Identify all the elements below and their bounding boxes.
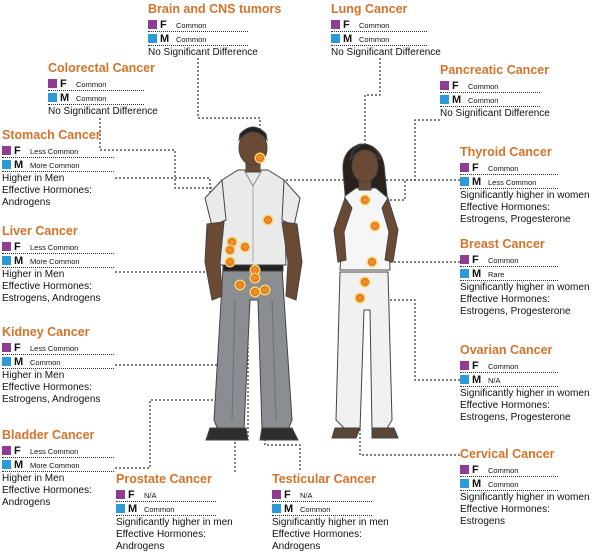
dotted-underline bbox=[2, 253, 114, 254]
sex-letter: M bbox=[472, 374, 482, 386]
detail-line: Higher in Men bbox=[2, 473, 65, 484]
dotted-underline bbox=[116, 515, 216, 516]
detail-line: Androgens bbox=[116, 541, 165, 553]
female-row bbox=[2, 145, 114, 157]
dotted-underline bbox=[2, 267, 114, 268]
cancer-title: Lung Cancer bbox=[331, 2, 408, 16]
male-swatch bbox=[460, 269, 469, 278]
frequency-label: Less Common bbox=[30, 447, 79, 456]
dotted-underline bbox=[48, 104, 144, 105]
male-swatch bbox=[2, 357, 11, 366]
detail-line: Significantly higher in men bbox=[116, 517, 233, 528]
detail-line: Estrogens, Progesterone bbox=[460, 214, 571, 226]
male-row bbox=[460, 478, 558, 490]
sex-letter: M bbox=[343, 33, 353, 45]
male-row bbox=[116, 503, 216, 515]
cancer-block-pancreatic bbox=[440, 63, 550, 120]
frequency-label: Less Common bbox=[30, 344, 79, 353]
female-row bbox=[440, 80, 540, 92]
frequency-label: N/A bbox=[300, 491, 313, 500]
frequency-label: Common bbox=[76, 80, 107, 89]
detail-line: Estrogens bbox=[460, 516, 506, 528]
frequency-label: Common bbox=[468, 82, 499, 91]
female-swatch bbox=[2, 446, 11, 455]
detail-line: Effective Hormones: bbox=[2, 485, 92, 497]
dotted-underline bbox=[440, 106, 540, 107]
sex-letter: M bbox=[160, 33, 170, 45]
cancer-title: Prostate Cancer bbox=[116, 472, 212, 486]
sex-letter: F bbox=[472, 162, 479, 174]
male-row bbox=[460, 176, 558, 188]
male-row bbox=[2, 459, 114, 471]
cancer-title: Thyroid Cancer bbox=[460, 145, 552, 159]
frequency-label: Common bbox=[359, 21, 390, 30]
sex-letter: F bbox=[472, 464, 479, 476]
female-swatch bbox=[2, 146, 11, 155]
detail-line: Effective Hormones: bbox=[2, 185, 92, 197]
sex-letter: M bbox=[284, 503, 294, 515]
female-swatch bbox=[460, 255, 469, 264]
detail-line: Estrogens, Androgens bbox=[2, 293, 101, 305]
female-row bbox=[460, 162, 558, 174]
dotted-underline bbox=[272, 515, 372, 516]
organ-marker bbox=[235, 280, 246, 291]
male-row bbox=[440, 94, 540, 106]
dotted-underline bbox=[2, 471, 114, 472]
cancer-block-stomach bbox=[2, 128, 114, 210]
frequency-label: Common bbox=[488, 256, 519, 265]
organ-marker bbox=[355, 293, 366, 304]
sex-letter: M bbox=[14, 255, 24, 267]
frequency-label: Common bbox=[488, 362, 519, 371]
sex-letter: M bbox=[14, 459, 24, 471]
organ-marker bbox=[240, 242, 251, 253]
organ-marker bbox=[225, 257, 236, 268]
female-row bbox=[116, 489, 216, 501]
female-swatch bbox=[148, 20, 157, 29]
organ-marker bbox=[367, 257, 378, 268]
sex-letter: M bbox=[452, 94, 462, 106]
detail-line: Significantly higher in women bbox=[460, 190, 590, 201]
cancer-title: Liver Cancer bbox=[2, 224, 78, 238]
frequency-label: Common bbox=[76, 94, 107, 103]
detail-line: Estrogens, Progesterone bbox=[460, 412, 571, 424]
female-swatch bbox=[440, 81, 449, 90]
frequency-label: More Common bbox=[30, 161, 80, 170]
frequency-label: Common bbox=[144, 505, 175, 514]
detail-line: Higher in Men bbox=[2, 173, 65, 184]
detail-line: Effective Hormones: bbox=[460, 202, 550, 214]
organ-marker bbox=[370, 221, 381, 232]
detail-line: Androgens bbox=[2, 497, 51, 509]
detail-line: Effective Hormones: bbox=[2, 382, 92, 394]
female-swatch bbox=[460, 465, 469, 474]
male-swatch bbox=[460, 375, 469, 384]
frequency-label: More Common bbox=[30, 257, 80, 266]
female-row bbox=[2, 342, 114, 354]
dotted-underline bbox=[2, 354, 114, 355]
frequency-label: Common bbox=[488, 480, 519, 489]
cancer-block-colorectal bbox=[48, 61, 158, 118]
sex-letter: F bbox=[160, 19, 167, 31]
cancer-title: Colorectal Cancer bbox=[48, 61, 155, 75]
frequency-label: Common bbox=[468, 96, 499, 105]
cancer-block-thyroid bbox=[460, 145, 590, 227]
detail-line: Higher in Men bbox=[2, 269, 65, 280]
frequency-label: Common bbox=[488, 164, 519, 173]
detail-line: Significantly higher in women bbox=[460, 492, 590, 503]
sex-letter: F bbox=[14, 145, 21, 157]
sex-letter: M bbox=[472, 176, 482, 188]
dotted-underline bbox=[460, 490, 558, 491]
dotted-underline bbox=[116, 501, 216, 502]
cancer-title: Ovarian Cancer bbox=[460, 343, 553, 357]
cancer-block-kidney bbox=[2, 325, 114, 407]
male-swatch bbox=[272, 504, 281, 513]
cancer-title: Cervical Cancer bbox=[460, 447, 555, 461]
sex-letter: M bbox=[472, 478, 482, 490]
detail-line: Estrogens, Progesterone bbox=[460, 306, 571, 318]
female-row bbox=[331, 19, 427, 31]
dotted-underline bbox=[331, 45, 427, 46]
organ-marker bbox=[225, 245, 236, 256]
dotted-underline bbox=[2, 171, 114, 172]
female-swatch bbox=[2, 343, 11, 352]
cancer-block-breast bbox=[460, 237, 590, 319]
detail-line: Effective Hormones: bbox=[2, 281, 92, 293]
cancer-block-brain bbox=[148, 2, 281, 59]
male-row bbox=[460, 374, 558, 386]
dotted-underline bbox=[440, 92, 540, 93]
detail-line: Estrogens, Androgens bbox=[2, 394, 101, 406]
cancer-title: Pancreatic Cancer bbox=[440, 63, 550, 77]
male-swatch bbox=[48, 93, 57, 102]
male-row bbox=[2, 356, 114, 368]
female-row bbox=[460, 464, 558, 476]
female-swatch bbox=[272, 490, 281, 499]
sex-letter: F bbox=[452, 80, 459, 92]
female-row bbox=[2, 445, 114, 457]
male-row bbox=[48, 92, 144, 104]
detail-line: Effective Hormones: bbox=[460, 504, 550, 516]
frequency-label: Less Common bbox=[30, 243, 79, 252]
female-swatch bbox=[116, 490, 125, 499]
male-swatch bbox=[116, 504, 125, 513]
frequency-label: Common bbox=[176, 21, 207, 30]
detail-line: Effective Hormones: bbox=[460, 294, 550, 306]
male-row bbox=[148, 33, 248, 45]
dotted-underline bbox=[2, 368, 114, 369]
male-swatch bbox=[2, 256, 11, 265]
male-row bbox=[272, 503, 372, 515]
detail-line: Androgens bbox=[272, 541, 321, 553]
dotted-underline bbox=[460, 476, 558, 477]
cancer-title: Brain and CNS tumors bbox=[148, 2, 282, 16]
dotted-underline bbox=[148, 45, 248, 46]
frequency-label: Rare bbox=[488, 270, 505, 279]
dotted-underline bbox=[272, 501, 372, 502]
cancer-title: Kidney Cancer bbox=[2, 325, 90, 339]
sex-letter: F bbox=[472, 360, 479, 372]
sex-letter: F bbox=[343, 19, 350, 31]
detail-line: Significantly higher in women bbox=[460, 388, 590, 399]
cancer-block-prostate bbox=[116, 472, 233, 554]
male-swatch bbox=[440, 95, 449, 104]
organ-marker bbox=[360, 277, 371, 288]
frequency-label: Less Common bbox=[30, 147, 79, 156]
cancer-block-lung bbox=[331, 2, 441, 59]
dotted-underline bbox=[460, 280, 558, 281]
male-row bbox=[460, 268, 558, 280]
detail-line: No Significant Difference bbox=[440, 108, 550, 119]
detail-line: No Significant Difference bbox=[48, 106, 158, 117]
cancer-block-testicular bbox=[272, 472, 389, 554]
sex-letter: F bbox=[14, 241, 21, 253]
dotted-underline bbox=[148, 31, 248, 32]
dotted-underline bbox=[48, 90, 144, 91]
detail-line: Effective Hormones: bbox=[116, 529, 206, 541]
cancer-title: Bladder Cancer bbox=[2, 428, 95, 442]
male-row bbox=[2, 159, 114, 171]
cancer-block-liver bbox=[2, 224, 114, 306]
frequency-label: Less Common bbox=[488, 178, 537, 187]
female-row bbox=[48, 78, 144, 90]
sex-letter: F bbox=[128, 489, 135, 501]
sex-letter: F bbox=[14, 445, 21, 457]
male-row bbox=[331, 33, 427, 45]
sex-letter: M bbox=[128, 503, 138, 515]
female-row bbox=[2, 241, 114, 253]
female-row bbox=[148, 19, 248, 31]
frequency-label: Common bbox=[176, 35, 207, 44]
detail-line: Significantly higher in women bbox=[460, 282, 590, 293]
detail-line: Effective Hormones: bbox=[272, 529, 362, 541]
male-swatch bbox=[460, 177, 469, 186]
female-figure bbox=[332, 144, 398, 438]
sex-letter: F bbox=[472, 254, 479, 266]
cancer-block-cervical bbox=[460, 447, 590, 529]
frequency-label: Common bbox=[488, 466, 519, 475]
organ-marker bbox=[263, 215, 274, 226]
sex-letter: F bbox=[60, 78, 67, 90]
male-swatch bbox=[148, 34, 157, 43]
sex-letter: M bbox=[14, 159, 24, 171]
cancer-title: Stomach Cancer bbox=[2, 128, 101, 142]
cancer-title: Testicular Cancer bbox=[272, 472, 376, 486]
female-swatch bbox=[460, 163, 469, 172]
organ-marker bbox=[255, 153, 266, 164]
cancer-block-bladder bbox=[2, 428, 114, 510]
female-swatch bbox=[460, 361, 469, 370]
sex-letter: M bbox=[472, 268, 482, 280]
dotted-underline bbox=[2, 157, 114, 158]
male-row bbox=[2, 255, 114, 267]
dotted-underline bbox=[460, 174, 558, 175]
sex-letter: M bbox=[14, 356, 24, 368]
cancer-title: Breast Cancer bbox=[460, 237, 545, 251]
organ-marker bbox=[260, 285, 271, 296]
male-swatch bbox=[2, 160, 11, 169]
sex-letter: M bbox=[60, 92, 70, 104]
male-swatch bbox=[2, 460, 11, 469]
female-row bbox=[272, 489, 372, 501]
detail-line: No Significant Difference bbox=[148, 47, 258, 58]
male-figure bbox=[205, 127, 302, 440]
frequency-label: Common bbox=[300, 505, 331, 514]
male-swatch bbox=[331, 34, 340, 43]
frequency-label: N/A bbox=[144, 491, 157, 500]
female-swatch bbox=[2, 242, 11, 251]
female-row bbox=[460, 360, 558, 372]
organ-marker bbox=[250, 273, 261, 284]
dotted-underline bbox=[460, 372, 558, 373]
sex-letter: F bbox=[284, 489, 291, 501]
dotted-underline bbox=[460, 266, 558, 267]
organ-marker bbox=[250, 287, 261, 298]
dotted-underline bbox=[460, 386, 558, 387]
frequency-label: Common bbox=[30, 358, 61, 367]
detail-line: Androgens bbox=[2, 197, 51, 209]
detail-line: Effective Hormones: bbox=[460, 400, 550, 412]
dotted-underline bbox=[2, 457, 114, 458]
cancer-block-ovarian bbox=[460, 343, 590, 425]
detail-line: Significantly higher in men bbox=[272, 517, 389, 528]
frequency-label: More Common bbox=[30, 461, 80, 470]
dotted-underline bbox=[331, 31, 427, 32]
dotted-underline bbox=[460, 188, 558, 189]
sex-letter: F bbox=[14, 342, 21, 354]
female-row bbox=[460, 254, 558, 266]
frequency-label: Common bbox=[359, 35, 390, 44]
detail-line: No Significant Difference bbox=[331, 47, 441, 58]
frequency-label: N/A bbox=[488, 376, 501, 385]
detail-line: Higher in Men bbox=[2, 370, 65, 381]
male-swatch bbox=[460, 479, 469, 488]
organ-marker bbox=[360, 195, 371, 206]
female-swatch bbox=[48, 79, 57, 88]
female-swatch bbox=[331, 20, 340, 29]
